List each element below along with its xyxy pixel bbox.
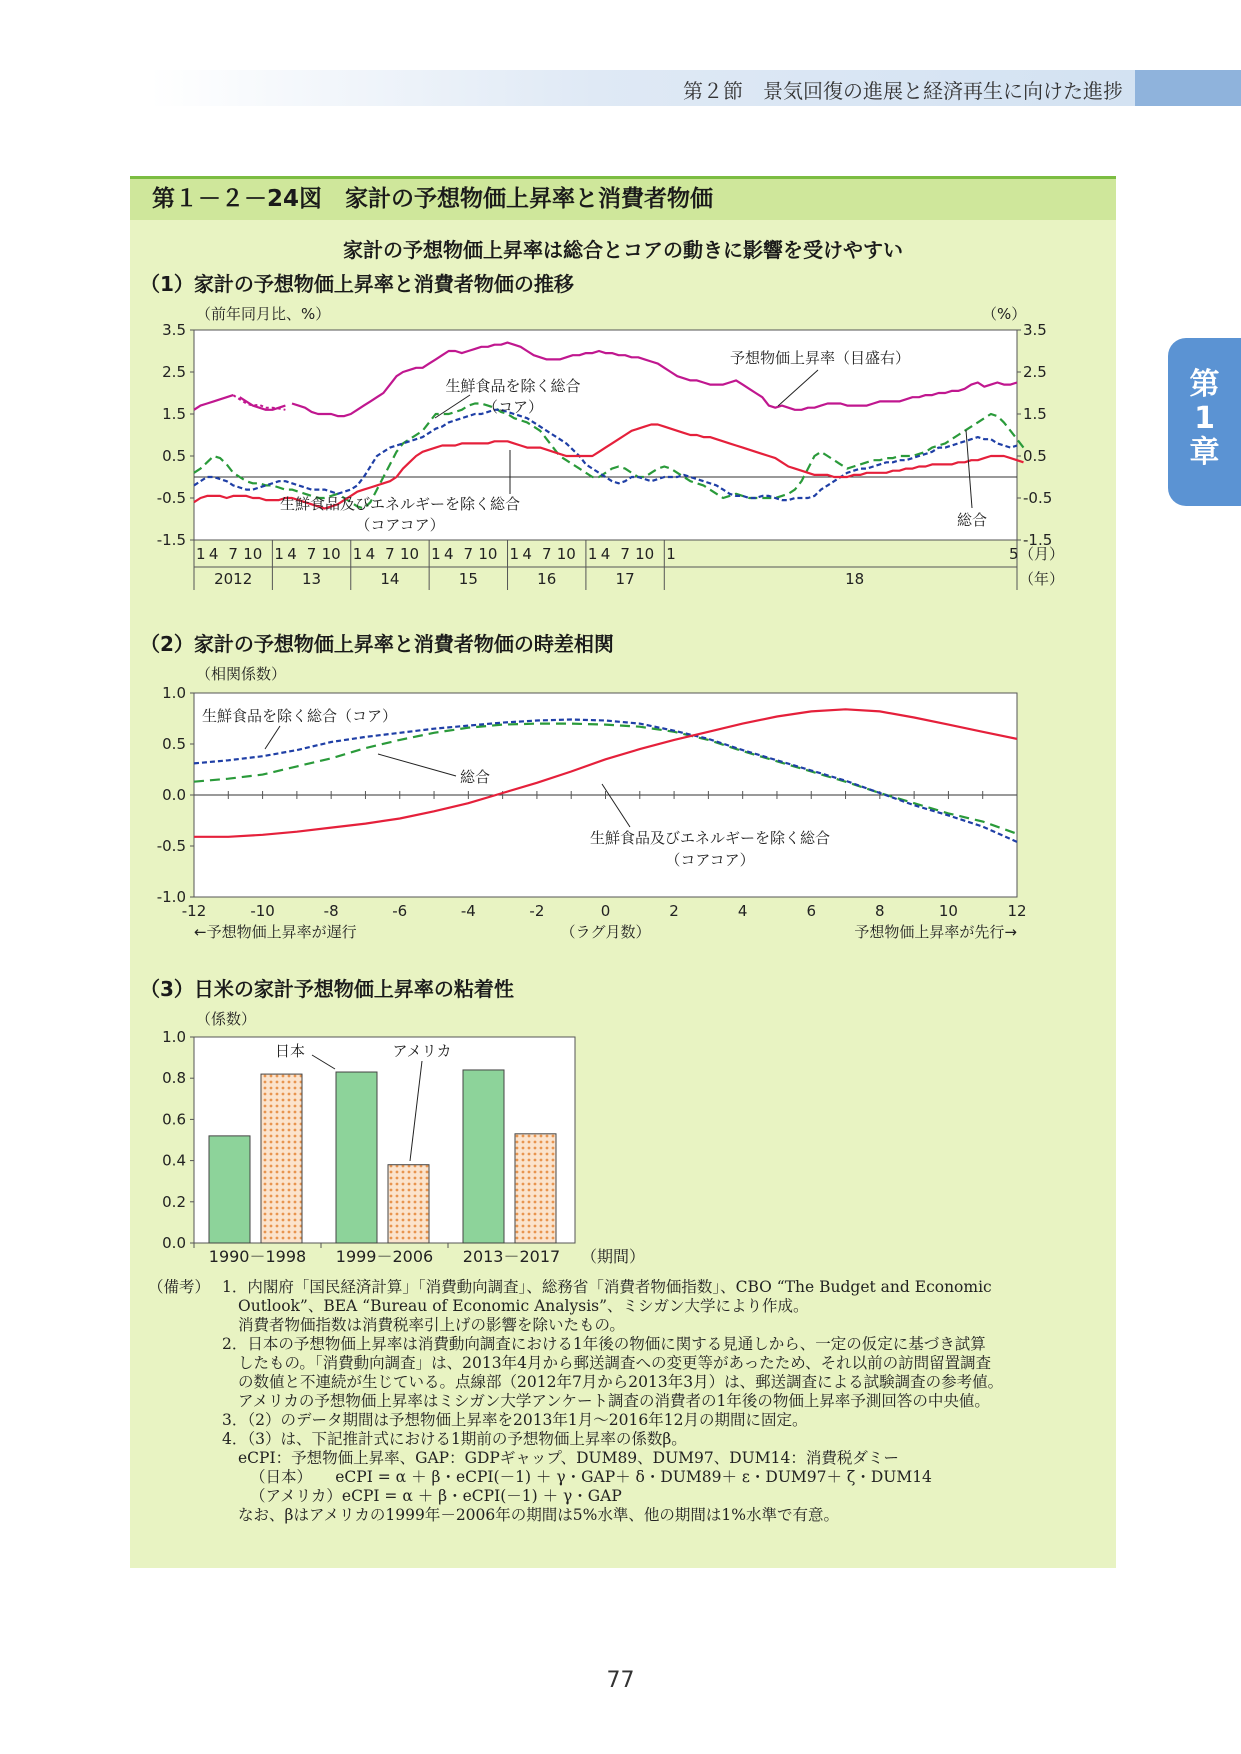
- chart2-x-tick: 2: [669, 902, 679, 920]
- chart1-month-label: 1: [274, 545, 284, 563]
- note-line: （アメリカ）eCPI = α ＋ β・eCPI(－1) ＋ γ・GAP: [250, 1487, 622, 1505]
- chart3-bar-usa: [515, 1134, 556, 1243]
- chart1-year-label: 2012: [214, 570, 253, 588]
- chart3-title: （3）日米の家計予想物価上昇率の粘着性: [140, 977, 514, 1001]
- chart1-month-label: 4: [600, 545, 611, 563]
- chart1-month-label: 1: [352, 545, 363, 563]
- chart1-right-tick: -1.5: [1023, 531, 1053, 549]
- note-line: （日本） eCPI = α ＋ β・eCPI(－1) ＋ γ・GAP＋ δ・DUM89＋ ε・DUM97＋ ζ・DUM14: [250, 1468, 932, 1486]
- chart2-label-corecore-l1: 生鮮食品及びエネルギーを除く総合: [589, 829, 831, 847]
- note-line: なお、βはアメリカの1999年－2006年の期間は5%水準、他の期間は1%水準で有意。: [238, 1506, 839, 1524]
- chart2-x-tick: 12: [1007, 902, 1027, 920]
- chart1-month-unit: （月）: [1019, 545, 1065, 563]
- chart1-year-unit: （年）: [1019, 570, 1065, 588]
- figure-subtitle: 家計の予想物価上昇率は総合とコアの動きに影響を受けやすい: [343, 238, 903, 262]
- chart3-category-label: 1990－1998: [208, 1247, 307, 1266]
- chapter-tab-line3: 章: [1189, 435, 1220, 470]
- chart2-x-tick: 0: [600, 902, 611, 920]
- chapter-tab-line1: 第: [1189, 367, 1220, 402]
- chart1-label-core-l2: （コア）: [482, 398, 544, 416]
- chart1-month-label: 10: [478, 545, 498, 563]
- chart2-x-tick: -12: [181, 902, 207, 920]
- chart1-month-label: 7: [306, 545, 317, 563]
- chart1-label-core-l1: 生鮮食品を除く総合: [445, 377, 581, 395]
- chart3-label-japan: 日本: [274, 1042, 306, 1060]
- chart1-month-label: 7: [463, 545, 474, 563]
- chart3-category-label: 2013－2017: [462, 1247, 561, 1266]
- chart1-month-label: 7: [385, 545, 395, 563]
- chart1-right-tick: 0.5: [1023, 447, 1047, 465]
- chapter-tab: [1168, 338, 1241, 506]
- chart2-x-tick: -8: [323, 902, 339, 920]
- figure-title: 第１－２－24図 家計の予想物価上昇率と消費者物価: [130, 176, 1116, 220]
- chart3-svg: [130, 1025, 690, 1275]
- chart1-month-label: 4: [443, 545, 454, 563]
- chart2-x-center-note: （ラグ月数）: [560, 923, 651, 941]
- chart1-month-label: 1: [666, 545, 676, 563]
- chart1-month-label: 1: [509, 545, 520, 563]
- note-line: 消費者物価指数は消費税率引上げの影響を除いたもの。: [238, 1316, 625, 1334]
- chart2-y-unit: （相関係数）: [196, 665, 287, 683]
- notes-label: （備考）: [148, 1278, 211, 1296]
- chart2-x-tick: 6: [806, 902, 817, 920]
- chart1-month-label: 4: [208, 545, 219, 563]
- chart3-bar-japan: [336, 1072, 377, 1243]
- chart2-y-tick: 0.5: [162, 735, 186, 753]
- note-line: の数値と不連続が生じている。点線部（2012年7月から2013年3月）は、郵送調査による試験調査の参考値。: [238, 1373, 1004, 1391]
- chart2-y-tick: -1.0: [156, 888, 186, 906]
- chart1-month-label: 10: [635, 545, 655, 563]
- chart1-year-label: 17: [615, 570, 635, 588]
- chart1-month-label: 7: [620, 545, 630, 563]
- chart1-year-label: 18: [845, 570, 865, 588]
- chart1-left-tick: 2.5: [162, 363, 186, 381]
- note-line: 3．（2）のデータ期間は予想物価上昇率を2013年1月～2016年12月の期間に固定。: [222, 1411, 808, 1429]
- chart2-x-tick: -10: [250, 902, 275, 920]
- chart1-label-expected: 予想物価上昇率（目盛右）: [730, 349, 911, 367]
- chart1-right-tick: 2.5: [1023, 363, 1047, 381]
- chart1-month-label: 1: [587, 545, 598, 563]
- chart1-year-label: 15: [458, 570, 478, 588]
- chart2-title: （2）家計の予想物価上昇率と消費者物価の時差相関: [140, 632, 614, 656]
- chart1-left-tick: 1.5: [162, 405, 186, 423]
- chart3-y-tick: 1.0: [162, 1028, 186, 1046]
- chart2-x-tick: -6: [392, 902, 408, 920]
- chart1-month-label: 1: [431, 545, 441, 563]
- chart2-y-tick: 1.0: [162, 684, 186, 702]
- chart1-month-label: 4: [287, 545, 297, 563]
- chart1-month-label: 10: [400, 545, 420, 563]
- chart1-svg: [130, 318, 1116, 603]
- chart1-left-tick: 3.5: [162, 321, 186, 339]
- chart1-left-unit: （前年同月比、%）: [196, 305, 331, 323]
- chart1-year-label: 14: [380, 570, 400, 588]
- chart1-month-label: 7: [228, 545, 238, 563]
- chapter-tab-line2: 1: [1194, 401, 1215, 436]
- chart1-year-label: 13: [302, 570, 322, 588]
- chart2-x-tick: 10: [938, 902, 958, 920]
- chart3-y-tick: 0.6: [162, 1110, 186, 1129]
- chart3-bar-japan: [209, 1136, 250, 1243]
- chart1-title: （1）家計の予想物価上昇率と消費者物価の推移: [140, 272, 574, 296]
- note-line: eCPI：予想物価上昇率、GAP：GDPギャップ、DUM89、DUM97、DUM14：消費税ダミー: [238, 1449, 899, 1467]
- notes-body: [222, 1278, 1102, 1525]
- chart2-y-tick: 0.0: [162, 786, 186, 804]
- chart3-y-tick: 0.8: [162, 1069, 186, 1088]
- chart1-right-tick: -0.5: [1023, 489, 1053, 507]
- chart1-label-corecore-l2: （コアコア）: [355, 516, 445, 534]
- chart1-right-tick: 1.5: [1023, 405, 1047, 423]
- chart1-year-label: 16: [537, 570, 557, 588]
- chart2-x-tick: -4: [460, 902, 476, 920]
- chart1-month-label: 7: [541, 545, 552, 563]
- chart2-svg: [130, 680, 1116, 950]
- chart3-label-usa: アメリカ: [392, 1042, 452, 1060]
- chart3-category-label: 1999－2006: [335, 1247, 434, 1266]
- chart2-x-tick: 8: [875, 902, 885, 920]
- chart1-label-headline: 総合: [956, 511, 988, 529]
- chart3-y-tick: 0.0: [162, 1234, 186, 1252]
- chart1-month-label: 10: [556, 545, 576, 563]
- chart2-y-tick: -0.5: [156, 837, 186, 855]
- note-line: 4．（3）は、下記推計式における1期前の予想物価上昇率の係数β。: [222, 1430, 687, 1448]
- chart3-bar-usa: [261, 1074, 302, 1243]
- chart1-right-unit: （%）: [982, 305, 1027, 323]
- chart2-label-headline: 総合: [460, 768, 491, 786]
- chart1-month-label: 4: [365, 545, 376, 563]
- chart2-label-corecore-l2: （コアコア）: [665, 851, 755, 869]
- chart2-label-core: 生鮮食品を除く総合（コア）: [202, 707, 398, 725]
- chart1-month-label: 5: [1009, 545, 1019, 563]
- chart1-month-label: 10: [321, 545, 341, 563]
- note-line: したもの。「消費動向調査」は、2013年4月から郵送調査への変更等があったため、それ以前の訪問留置調査: [238, 1354, 992, 1372]
- header-accent: [1135, 70, 1241, 106]
- chart2-x-tick: -2: [529, 902, 545, 920]
- note-line: 2．日本の予想物価上昇率は消費動向調査における1年後の物価に関する見通しから、一定の仮定に基づき試算: [222, 1335, 986, 1353]
- chart1-right-tick: 3.5: [1023, 321, 1047, 339]
- chart3-x-unit: （期間）: [581, 1247, 646, 1266]
- chart1-left-tick: 0.5: [162, 447, 186, 465]
- chart3-y-tick: 0.4: [162, 1151, 186, 1170]
- chart3-y-tick: 0.2: [162, 1192, 186, 1211]
- chart3-bar-usa: [388, 1165, 429, 1243]
- chart1-month-label: 1: [196, 545, 206, 563]
- chart1-left-tick: -0.5: [156, 489, 186, 507]
- chart1-month-label: 10: [243, 545, 263, 563]
- chart2-x-right-note: 予想物価上昇率が先行→: [854, 923, 1017, 941]
- header-section: 第２節 景気回復の進展と経済再生に向けた進捗: [683, 79, 1123, 103]
- chart2-x-left-note: ←予想物価上昇率が遅行: [194, 923, 357, 941]
- chart2-x-tick: 4: [737, 902, 748, 920]
- chart3-bar-japan: [463, 1070, 504, 1243]
- chart1-month-label: 4: [522, 545, 532, 563]
- note-line: Outlook”、BEA “Bureau of Economic Analysis”、ミシガン大学により作成。: [238, 1297, 809, 1315]
- chart3-y-unit: （係数）: [196, 1010, 257, 1028]
- page-number: 77: [606, 1668, 635, 1693]
- note-line: アメリカの予想物価上昇率はミシガン大学アンケート調査の消費者の1年後の物価上昇率予測回答の中央値。: [238, 1392, 990, 1410]
- note-line: 1．内閣府「国民経済計算」「消費動向調査」、総務省「消費者物価指数」、CBO “The Budget and Economic: [222, 1278, 992, 1296]
- chart1-label-corecore-l1: 生鮮食品及びエネルギーを除く総合: [279, 495, 521, 513]
- chart1-left-tick: -1.5: [156, 531, 186, 549]
